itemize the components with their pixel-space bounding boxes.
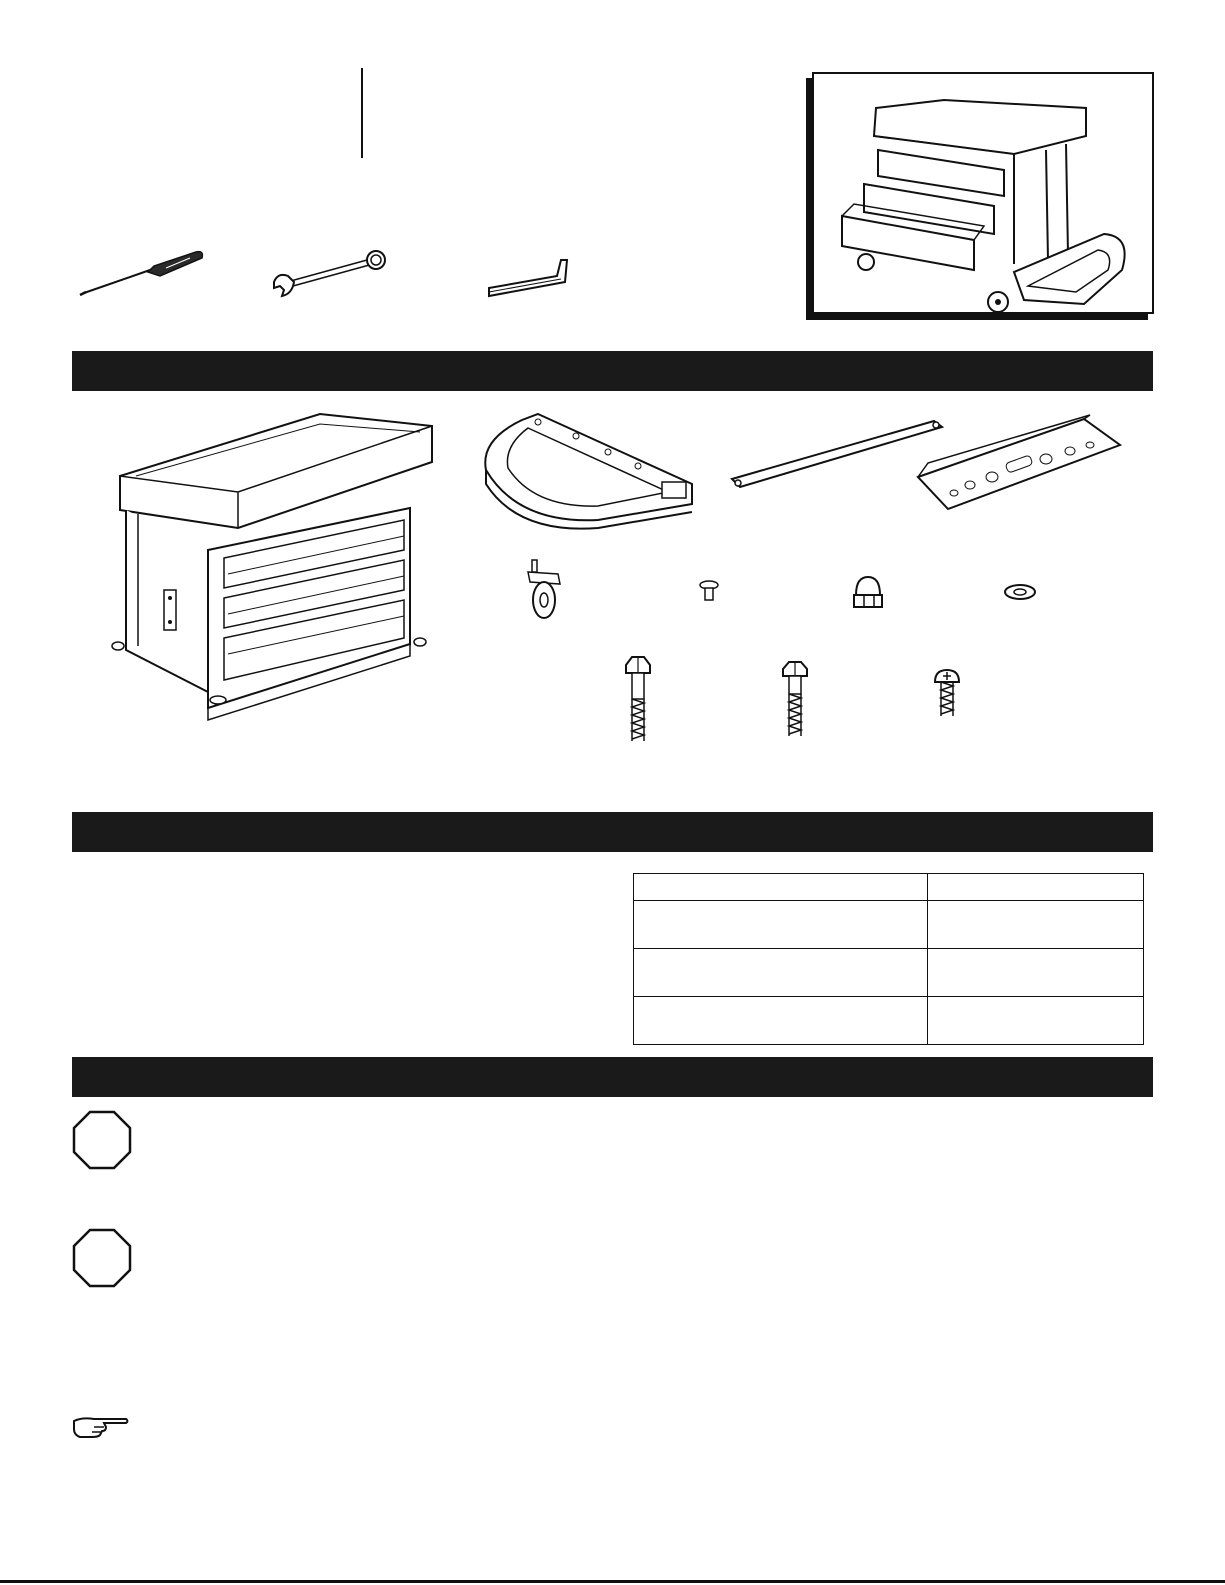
- table-cell: [634, 997, 928, 1045]
- table-cell: [634, 901, 928, 949]
- base-tray-part: [478, 410, 698, 528]
- section-header-safety: [72, 1057, 1153, 1097]
- table-cell: [634, 874, 928, 901]
- medium-hex-bolt-part: [780, 660, 810, 740]
- pointing-hand-icon: [72, 1413, 130, 1439]
- phillips-screw-part: [933, 668, 961, 728]
- acorn-nut-part: [850, 575, 886, 611]
- tool-chest-part: [108, 410, 438, 730]
- table-row: [634, 874, 1144, 901]
- table-cell: [928, 949, 1144, 997]
- tool-tray-part: [914, 415, 1124, 515]
- table-cell: [928, 874, 1144, 901]
- table-row: [634, 901, 1144, 949]
- washer-part: [1003, 583, 1037, 601]
- long-hex-bolt-part: [622, 655, 654, 745]
- assembled-product-figure: [812, 72, 1154, 314]
- table-row: [634, 949, 1144, 997]
- footer-rule: [0, 1580, 1225, 1583]
- hex-key-icon: [485, 252, 585, 297]
- wrench-icon: [270, 248, 395, 303]
- specifications-table: [633, 873, 1144, 1045]
- table-cell: [634, 949, 928, 997]
- table-cell: [928, 901, 1144, 949]
- header-divider: [361, 68, 363, 158]
- screwdriver-icon: [78, 248, 208, 298]
- section-header-specifications: [72, 812, 1153, 852]
- section-header-parts: [72, 351, 1153, 391]
- stop-icon: [72, 1228, 132, 1288]
- table-cell: [928, 997, 1144, 1045]
- table-row: [634, 997, 1144, 1045]
- caster-part: [520, 560, 570, 620]
- stop-icon: [72, 1110, 132, 1170]
- small-screw-part: [698, 580, 720, 604]
